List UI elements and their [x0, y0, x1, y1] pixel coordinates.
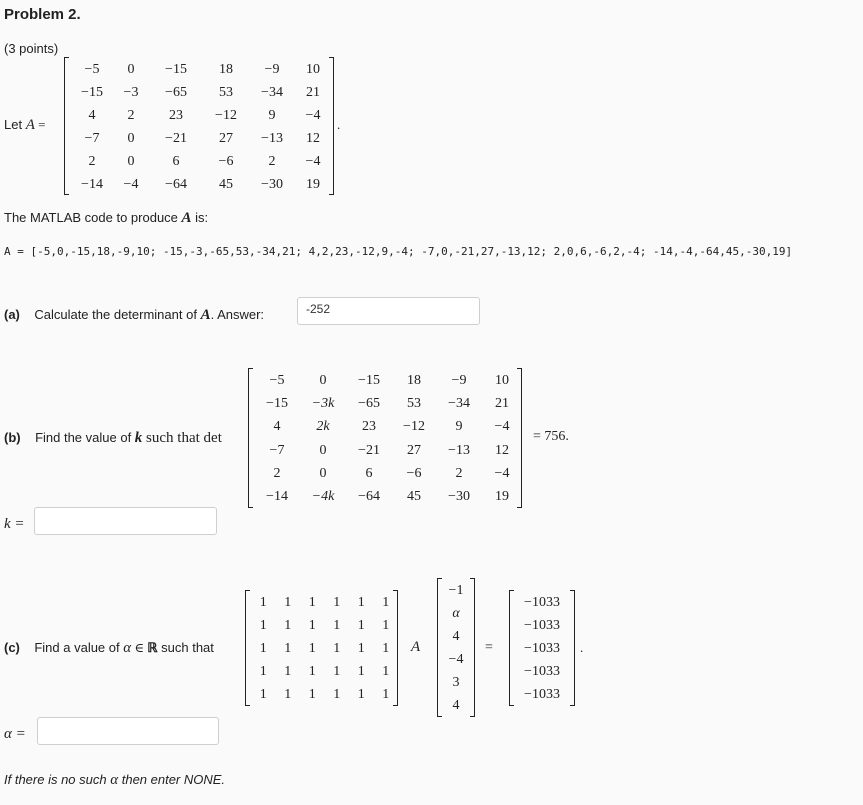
matrix-entry: 6	[365, 465, 373, 481]
matrix-entry: 0	[127, 61, 135, 77]
matrix-entry: −5	[269, 372, 285, 388]
matrix-entry: 1	[308, 663, 316, 679]
matrix-entry: 21	[306, 84, 320, 100]
matrix-entry: 0	[127, 130, 135, 146]
result-vector	[509, 590, 575, 706]
matrix-row	[70, 150, 330, 173]
matrix-entry: 1	[259, 686, 267, 702]
part-b-var: k	[134, 430, 143, 446]
note-var: α	[110, 772, 119, 788]
matrix-entry: 1	[382, 594, 390, 610]
matrix-row	[251, 614, 398, 637]
alpha-answer-label: α =	[4, 726, 26, 742]
matrix-row	[70, 104, 330, 127]
matrix-row	[254, 392, 522, 415]
matrix-row	[70, 81, 330, 104]
vector-table	[443, 579, 469, 717]
matrix-entry: 53	[219, 84, 233, 100]
matrix-entry: −3	[123, 84, 139, 100]
matlab-intro-text: The MATLAB code to produce	[4, 210, 182, 225]
note-text-end: then enter NONE.	[118, 772, 226, 787]
matrix-entry: 2	[273, 465, 281, 481]
matrix-entry: 19	[306, 176, 320, 192]
matrix-entry: 1	[284, 617, 292, 633]
matrix-entry: 1	[333, 617, 341, 633]
matrix-entry: −15	[358, 372, 380, 388]
matrix-entry: 23	[362, 419, 376, 435]
matrix-entry: 1	[308, 594, 316, 610]
matrix-entry: 19	[495, 489, 509, 505]
matrix-row	[254, 439, 522, 462]
matrix-entry: −1033	[524, 594, 560, 610]
part-b-text: Find the value of	[35, 430, 135, 445]
matrix-table	[254, 369, 522, 509]
matrix-entry: 1	[357, 663, 365, 679]
matrix-entry: −4	[305, 107, 321, 123]
matlab-intro	[4, 210, 208, 227]
matrix-row	[254, 462, 522, 485]
part-a-text: Calculate the determinant of	[34, 307, 201, 322]
matrix-entry: 4	[452, 697, 460, 713]
matrix-entry: 1	[308, 686, 316, 702]
determinant-answer-input[interactable]: -252	[297, 297, 480, 325]
matrix-entry: −34	[448, 395, 470, 411]
matrix-entry: 53	[407, 395, 421, 411]
matrix-entry: 1	[333, 663, 341, 679]
part-c-text-end: such that	[157, 640, 214, 655]
matrix-a	[64, 57, 334, 195]
part-c-set: ℝ	[147, 640, 158, 655]
matrix-entry: 4	[452, 628, 460, 644]
matrix-entry: 1	[259, 594, 267, 610]
matrix-entry: −4	[305, 153, 321, 169]
matrix-entry: 1	[357, 640, 365, 656]
matrix-entry: 0	[127, 153, 135, 169]
matrix-entry: 23	[169, 107, 183, 123]
matrix-row	[515, 637, 569, 660]
matrix-entry: 9	[455, 419, 463, 435]
matrix-entry: 1	[357, 617, 365, 633]
part-c-label: (c)	[4, 640, 20, 655]
matrix-row	[251, 637, 398, 660]
matrix-entry: −12	[403, 419, 425, 435]
matrix-row	[515, 660, 569, 683]
left-bracket	[248, 368, 253, 508]
matrix-entry: −9	[264, 61, 280, 77]
alpha-vector	[437, 578, 475, 717]
matrix-row	[443, 648, 469, 671]
matrix-entry: 2k	[316, 419, 330, 435]
matrix-table	[70, 58, 330, 196]
matrix-entry: 6	[172, 153, 180, 169]
matrix-entry: 12	[306, 130, 320, 146]
matrix-row	[443, 625, 469, 648]
matrix-entry: 1	[333, 686, 341, 702]
let-eq: =	[34, 117, 46, 132]
matrix-a-period: .	[337, 117, 341, 132]
points-label: (3 points)	[4, 41, 59, 56]
matrix-entry: −13	[448, 442, 470, 458]
part-b-prompt	[4, 430, 222, 447]
matrix-entry: 27	[407, 442, 421, 458]
matrix-entry: 45	[219, 176, 233, 192]
matrix-entry: 18	[219, 61, 233, 77]
matrix-entry: −30	[261, 176, 283, 192]
left-bracket	[245, 590, 250, 706]
matrix-entry: −14	[81, 176, 103, 192]
part-a-prompt	[4, 307, 264, 324]
part-c-in: ∈	[131, 640, 148, 655]
matrix-entry: −1033	[524, 617, 560, 633]
part-a-var: A	[200, 307, 211, 323]
matrix-row	[254, 369, 522, 392]
matrix-b	[248, 368, 522, 508]
matrix-entry: 27	[219, 130, 233, 146]
matrix-entry: −9	[451, 372, 467, 388]
problem-title: Problem 2.	[4, 6, 81, 23]
matrix-entry: 1	[333, 640, 341, 656]
matrix-entry: −64	[165, 176, 187, 192]
matrix-entry: 9	[268, 107, 276, 123]
matrix-row	[443, 671, 469, 694]
matrix-row	[443, 579, 469, 602]
matrix-row	[70, 127, 330, 150]
matrix-entry: −65	[358, 395, 380, 411]
matrix-entry: −12	[215, 107, 237, 123]
matrix-entry: 2	[88, 153, 96, 169]
matlab-intro-var: A	[181, 210, 192, 226]
matrix-entry: 2	[127, 107, 135, 123]
k-answer-label: k =	[4, 516, 25, 532]
part-c-var: α	[123, 640, 132, 656]
matrix-entry: −65	[165, 84, 187, 100]
matrix-entry: 1	[382, 663, 390, 679]
matrix-entry: −30	[448, 489, 470, 505]
matrix-entry: −7	[269, 442, 285, 458]
alpha-answer-input[interactable]	[37, 717, 219, 745]
matrix-row	[251, 683, 398, 706]
matrix-entry: −4	[123, 176, 139, 192]
matlab-intro-text-end: is:	[191, 210, 209, 225]
matrix-entry: 2	[268, 153, 276, 169]
matrix-entry: −7	[84, 130, 100, 146]
matrix-entry: 1	[259, 617, 267, 633]
matrix-entry: 4	[273, 419, 281, 435]
matrix-entry: 1	[333, 594, 341, 610]
matrix-entry: −14	[266, 489, 288, 505]
matrix-entry: 10	[495, 372, 509, 388]
matrix-entry: −15	[81, 84, 103, 100]
matrix-entry: 1	[284, 594, 292, 610]
matrix-entry: 10	[306, 61, 320, 77]
matrix-entry: −5	[84, 61, 100, 77]
note-text: If there is no such	[4, 772, 111, 787]
matrix-entry: 1	[382, 686, 390, 702]
matrix-entry: 1	[284, 686, 292, 702]
left-bracket	[509, 590, 514, 706]
matrix-entry: α	[452, 605, 460, 621]
matrix-entry: 1	[308, 640, 316, 656]
matrix-entry: −4	[494, 419, 510, 435]
matrix-entry: −3k	[311, 395, 335, 411]
let-var: A	[25, 117, 35, 133]
right-bracket	[570, 590, 575, 706]
matrix-entry: 1	[259, 663, 267, 679]
let-prefix: Let	[4, 117, 26, 132]
matrix-row	[443, 694, 469, 717]
matrix-entry: 0	[319, 372, 327, 388]
left-bracket	[437, 578, 442, 717]
matrix-entry: −1	[448, 582, 464, 598]
matrix-entry: −6	[406, 465, 422, 481]
matrix-table	[251, 591, 398, 706]
let-a-label	[4, 117, 45, 134]
matrix-entry: 45	[407, 489, 421, 505]
matrix-entry: 1	[357, 594, 365, 610]
matrix-entry: −6	[218, 153, 234, 169]
matrix-entry: −15	[165, 61, 187, 77]
part-c-equals: =	[485, 640, 493, 655]
matrix-entry: 4	[88, 107, 96, 123]
matrix-entry: −4	[448, 651, 464, 667]
k-answer-input[interactable]	[34, 507, 217, 535]
matrix-entry: 3	[452, 674, 460, 690]
part-c-note	[4, 772, 225, 789]
matrix-row	[251, 591, 398, 614]
matrix-entry: −4k	[311, 489, 335, 505]
matrix-entry: 0	[319, 442, 327, 458]
matrix-row	[254, 416, 522, 439]
matrix-entry: −1033	[524, 686, 560, 702]
matrix-row	[70, 173, 330, 196]
part-c-text: Find a value of	[34, 640, 124, 655]
matrix-entry: −1033	[524, 640, 560, 656]
ones-matrix	[245, 590, 398, 706]
matrix-row	[70, 58, 330, 81]
part-b-equals: = 756.	[533, 429, 569, 444]
matrix-row	[515, 614, 569, 637]
matrix-entry: 1	[382, 617, 390, 633]
matrix-row	[254, 485, 522, 508]
matrix-row	[251, 660, 398, 683]
matrix-entry: −21	[165, 130, 187, 146]
matrix-entry: 1	[357, 686, 365, 702]
matrix-row	[515, 591, 569, 614]
vector-table	[515, 591, 569, 706]
matrix-entry: −13	[261, 130, 283, 146]
left-bracket	[64, 57, 69, 195]
matrix-entry: 1	[284, 640, 292, 656]
matrix-entry: 1	[308, 617, 316, 633]
matrix-entry: −15	[266, 395, 288, 411]
result-period: .	[580, 640, 584, 655]
part-a-text-end: . Answer:	[210, 307, 265, 322]
matrix-entry: 12	[495, 442, 509, 458]
matrix-entry: 0	[319, 465, 327, 481]
matrix-entry: 21	[495, 395, 509, 411]
matrix-entry: −1033	[524, 663, 560, 679]
part-c-matrix-a: A	[411, 639, 421, 655]
part-a-label: (a)	[4, 307, 20, 322]
matrix-row	[515, 683, 569, 706]
matrix-entry: 18	[407, 372, 421, 388]
matrix-entry: −64	[358, 489, 380, 505]
part-b-text-end: such that det	[142, 430, 222, 446]
matrix-entry: 1	[284, 663, 292, 679]
part-c-prompt	[4, 640, 214, 657]
part-b-label: (b)	[4, 430, 21, 445]
matrix-entry: −34	[261, 84, 283, 100]
matlab-code: A = [-5,0,-15,18,-9,10; -15,-3,-65,53,-34,21; 4,2,23,-12,9,-4; -7,0,-21,27,-13,12; 2,0,6,-6,2,-4; -14,-4,-64,45,-30,19]	[4, 245, 793, 258]
matrix-entry: 1	[259, 640, 267, 656]
matrix-entry: −4	[494, 465, 510, 481]
matrix-entry: 1	[382, 640, 390, 656]
matrix-row	[443, 602, 469, 625]
right-bracket	[470, 578, 475, 717]
matrix-entry: 2	[455, 465, 463, 481]
matrix-entry: −21	[358, 442, 380, 458]
